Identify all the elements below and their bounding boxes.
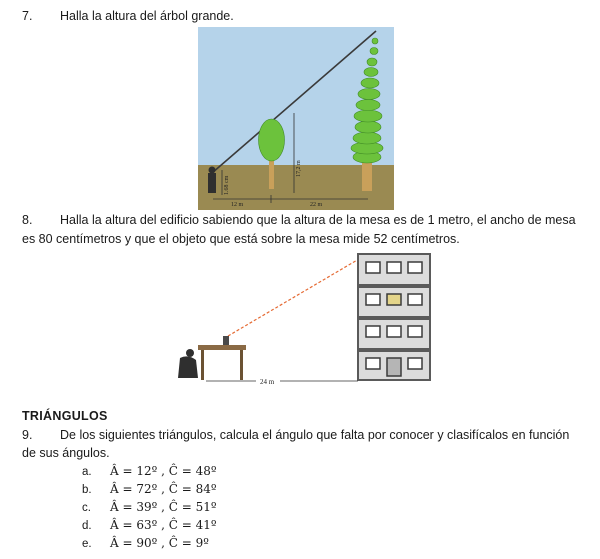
laser-line xyxy=(228,256,364,336)
problem-7-text: Halla la altura del árbol grande. xyxy=(60,9,234,23)
distance-label: 24 m xyxy=(260,378,275,386)
laser-device-icon xyxy=(223,336,229,345)
distance-2-label: 22 m xyxy=(310,202,323,208)
problem-8-line1: Halla la altura del edificio sabiendo que la altura de la mesa es de 1 metro, el ancho de mesa xyxy=(60,213,576,227)
problem-8-number: 8. xyxy=(22,213,33,227)
problem-9-line2: de sus ángulos. xyxy=(22,446,110,460)
option-letter: a. xyxy=(82,466,92,478)
option-text: Â = 39º , Ĉ = 51º xyxy=(110,500,217,514)
option-letter: c. xyxy=(82,502,91,514)
problem-8-line2: es 80 centímetros y que el objeto que está sobre la mesa mide 52 centímetros. xyxy=(22,232,460,246)
option-letter: e. xyxy=(82,538,92,550)
person-icon xyxy=(208,167,216,194)
option-letter: b. xyxy=(82,484,92,496)
problem-9-number: 9. xyxy=(22,428,33,442)
small-tree-height-label: 17,2 m xyxy=(296,160,302,177)
person-icon xyxy=(178,349,198,378)
option-text: Â = 72º , Ĉ = 84º xyxy=(110,482,217,496)
table xyxy=(198,336,246,380)
option-text: Â = 90º , Ĉ = 9º xyxy=(110,536,209,550)
small-tree-foliage xyxy=(259,119,285,161)
option-letter: d. xyxy=(82,520,92,532)
tree-figure xyxy=(198,27,394,210)
person-height-label: 1.68 cm xyxy=(224,175,230,195)
section-title: TRIÁNGULOS xyxy=(22,409,108,423)
option-text: Â = 12º , Ĉ = 48º xyxy=(110,464,217,478)
option-text: Â = 63º , Ĉ = 41º xyxy=(110,518,217,532)
building xyxy=(358,254,430,380)
problem-9-line1: De los siguientes triángulos, calcula el ángulo que falta por conocer y clasifícalos en función xyxy=(60,428,570,442)
building-figure xyxy=(168,250,442,388)
problem-7-number: 7. xyxy=(22,9,33,23)
distance-1-label: 12 m xyxy=(231,202,244,208)
